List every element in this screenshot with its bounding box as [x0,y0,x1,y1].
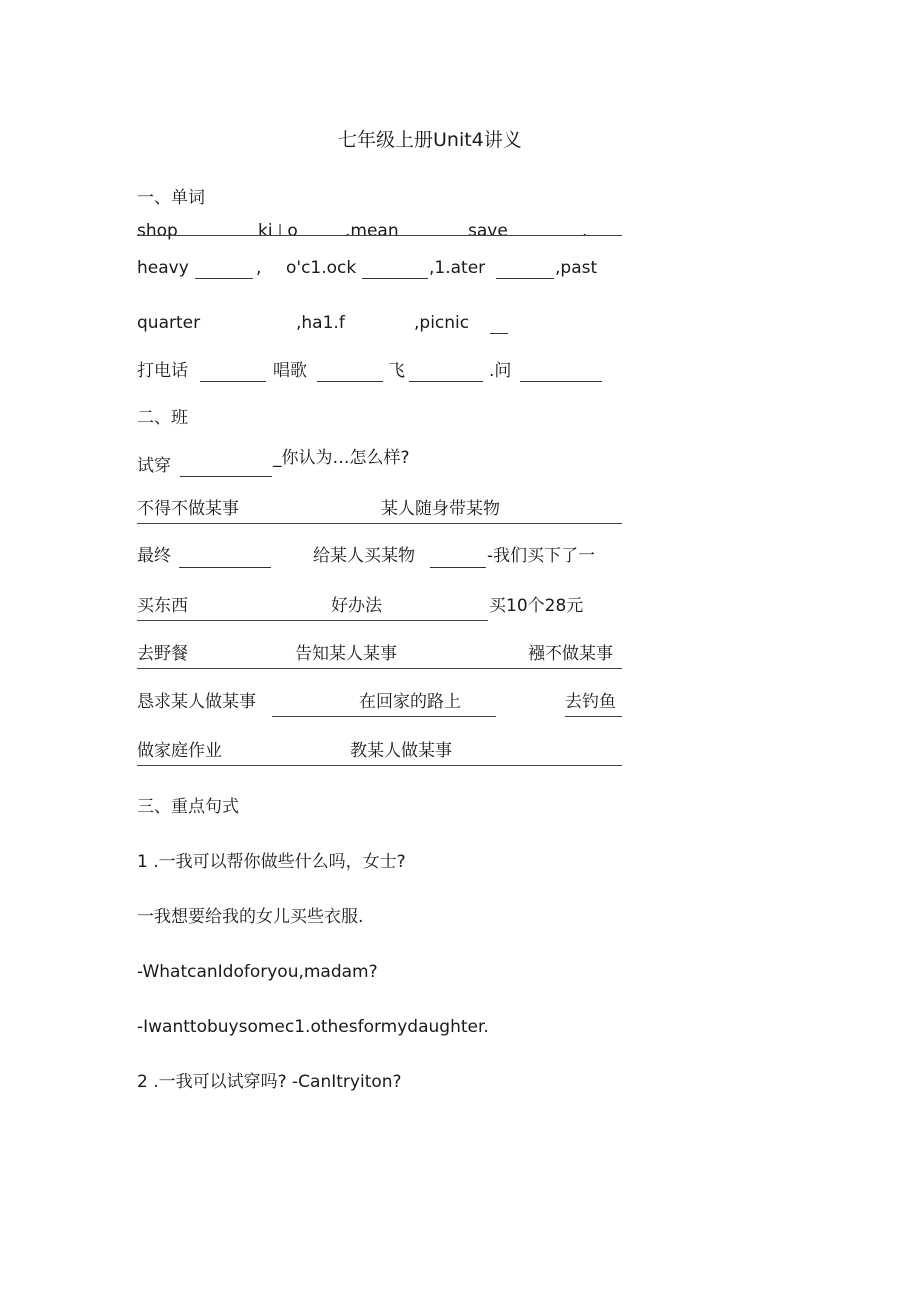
phrase-fishing: 去钓鱼 [565,692,616,712]
vocab-heading: 一、单词 [137,188,205,208]
blank-finally[interactable] [179,567,271,568]
sentence-2: 一我想要给我的女儿买些衣服. [137,907,364,927]
blank-heavy[interactable] [195,278,253,279]
word-oclock: o'c1.ock [286,258,357,278]
word-shop: shop [137,221,178,241]
word-picnic: ,picnic [414,313,470,333]
row-underline [137,235,622,236]
row-underline [137,523,622,524]
blank-buy-for[interactable] [430,567,486,568]
blank-tryon[interactable] [180,476,272,477]
blank-sing[interactable] [317,381,383,382]
phrase-on-way-home: 在回家的路上 [359,692,461,712]
blank-fly[interactable] [409,381,483,382]
sentence-1: 1 .一我可以帮你做些什么吗，女士? [137,852,406,872]
phrase-buy-ten: 买10个28元 [489,596,584,616]
word-kilo: ki⊥o [258,221,298,241]
blank-picnic[interactable] [490,333,508,334]
phrase-tell: 告知某人某事 [295,644,397,664]
word-call: 打电话 [137,361,188,381]
phrase-homework: 做家庭作业 [137,741,222,761]
word-heavy: heavy [137,258,189,278]
phrase-tryon: 试穿 [137,456,171,476]
phrase-we-bought: -我们买下了一 [487,546,596,566]
word-half: ,ha1.f [296,313,345,333]
phrase-must: 襁不做某事 [528,644,613,664]
page-title: 七年级上册Unit4讲义 [338,129,522,151]
word-past: ,past [555,258,598,278]
sentence-3: -WhatcanIdoforyou,madam? [137,962,378,982]
word-quarter: quarter [137,313,201,333]
phrase-think: _你认为…怎么样? [273,448,410,468]
trailing-dot: . [582,221,588,241]
word-save: save [468,221,508,241]
phrase-buy-for: 给某人买某物 [313,546,415,566]
row-underline [137,620,488,621]
blank-call[interactable] [200,381,266,382]
phrase-shopping: 买东西 [137,596,188,616]
blank-oclock[interactable] [362,278,428,279]
phrase-have-to: 不得不做某事 [137,499,239,519]
sentence-4: -Iwanttobuysomec1.othesformydaughter. [137,1017,489,1037]
row-underline [272,716,496,717]
word-mean: .mean [345,221,399,241]
word-sing: 唱歌 [273,361,307,381]
blank-ask[interactable] [520,381,602,382]
sentence-5: 2 .一我可以试穿吗? -CanItryiton? [137,1072,402,1092]
phrase-good-idea: 好办法 [331,596,382,616]
phrase-take-with: 某人随身带某物 [381,499,500,519]
word-ask: .问 [489,361,512,381]
word-later: ,1.ater [429,258,486,278]
sentences-heading: 三、重点句式 [137,797,239,817]
comma: , [256,258,262,278]
row-underline [137,765,622,766]
word-fly: 飞 [388,361,405,381]
phrases-heading: 二、班 [137,408,188,428]
row-underline [137,668,622,669]
phrase-teach: 教某人做某事 [350,741,452,761]
phrase-finally: 最终 [137,546,171,566]
blank-later[interactable] [496,278,554,279]
row-underline [565,716,622,717]
phrase-beg: 恳求某人做某事 [137,692,256,712]
phrase-picnic: 去野餐 [137,644,188,664]
